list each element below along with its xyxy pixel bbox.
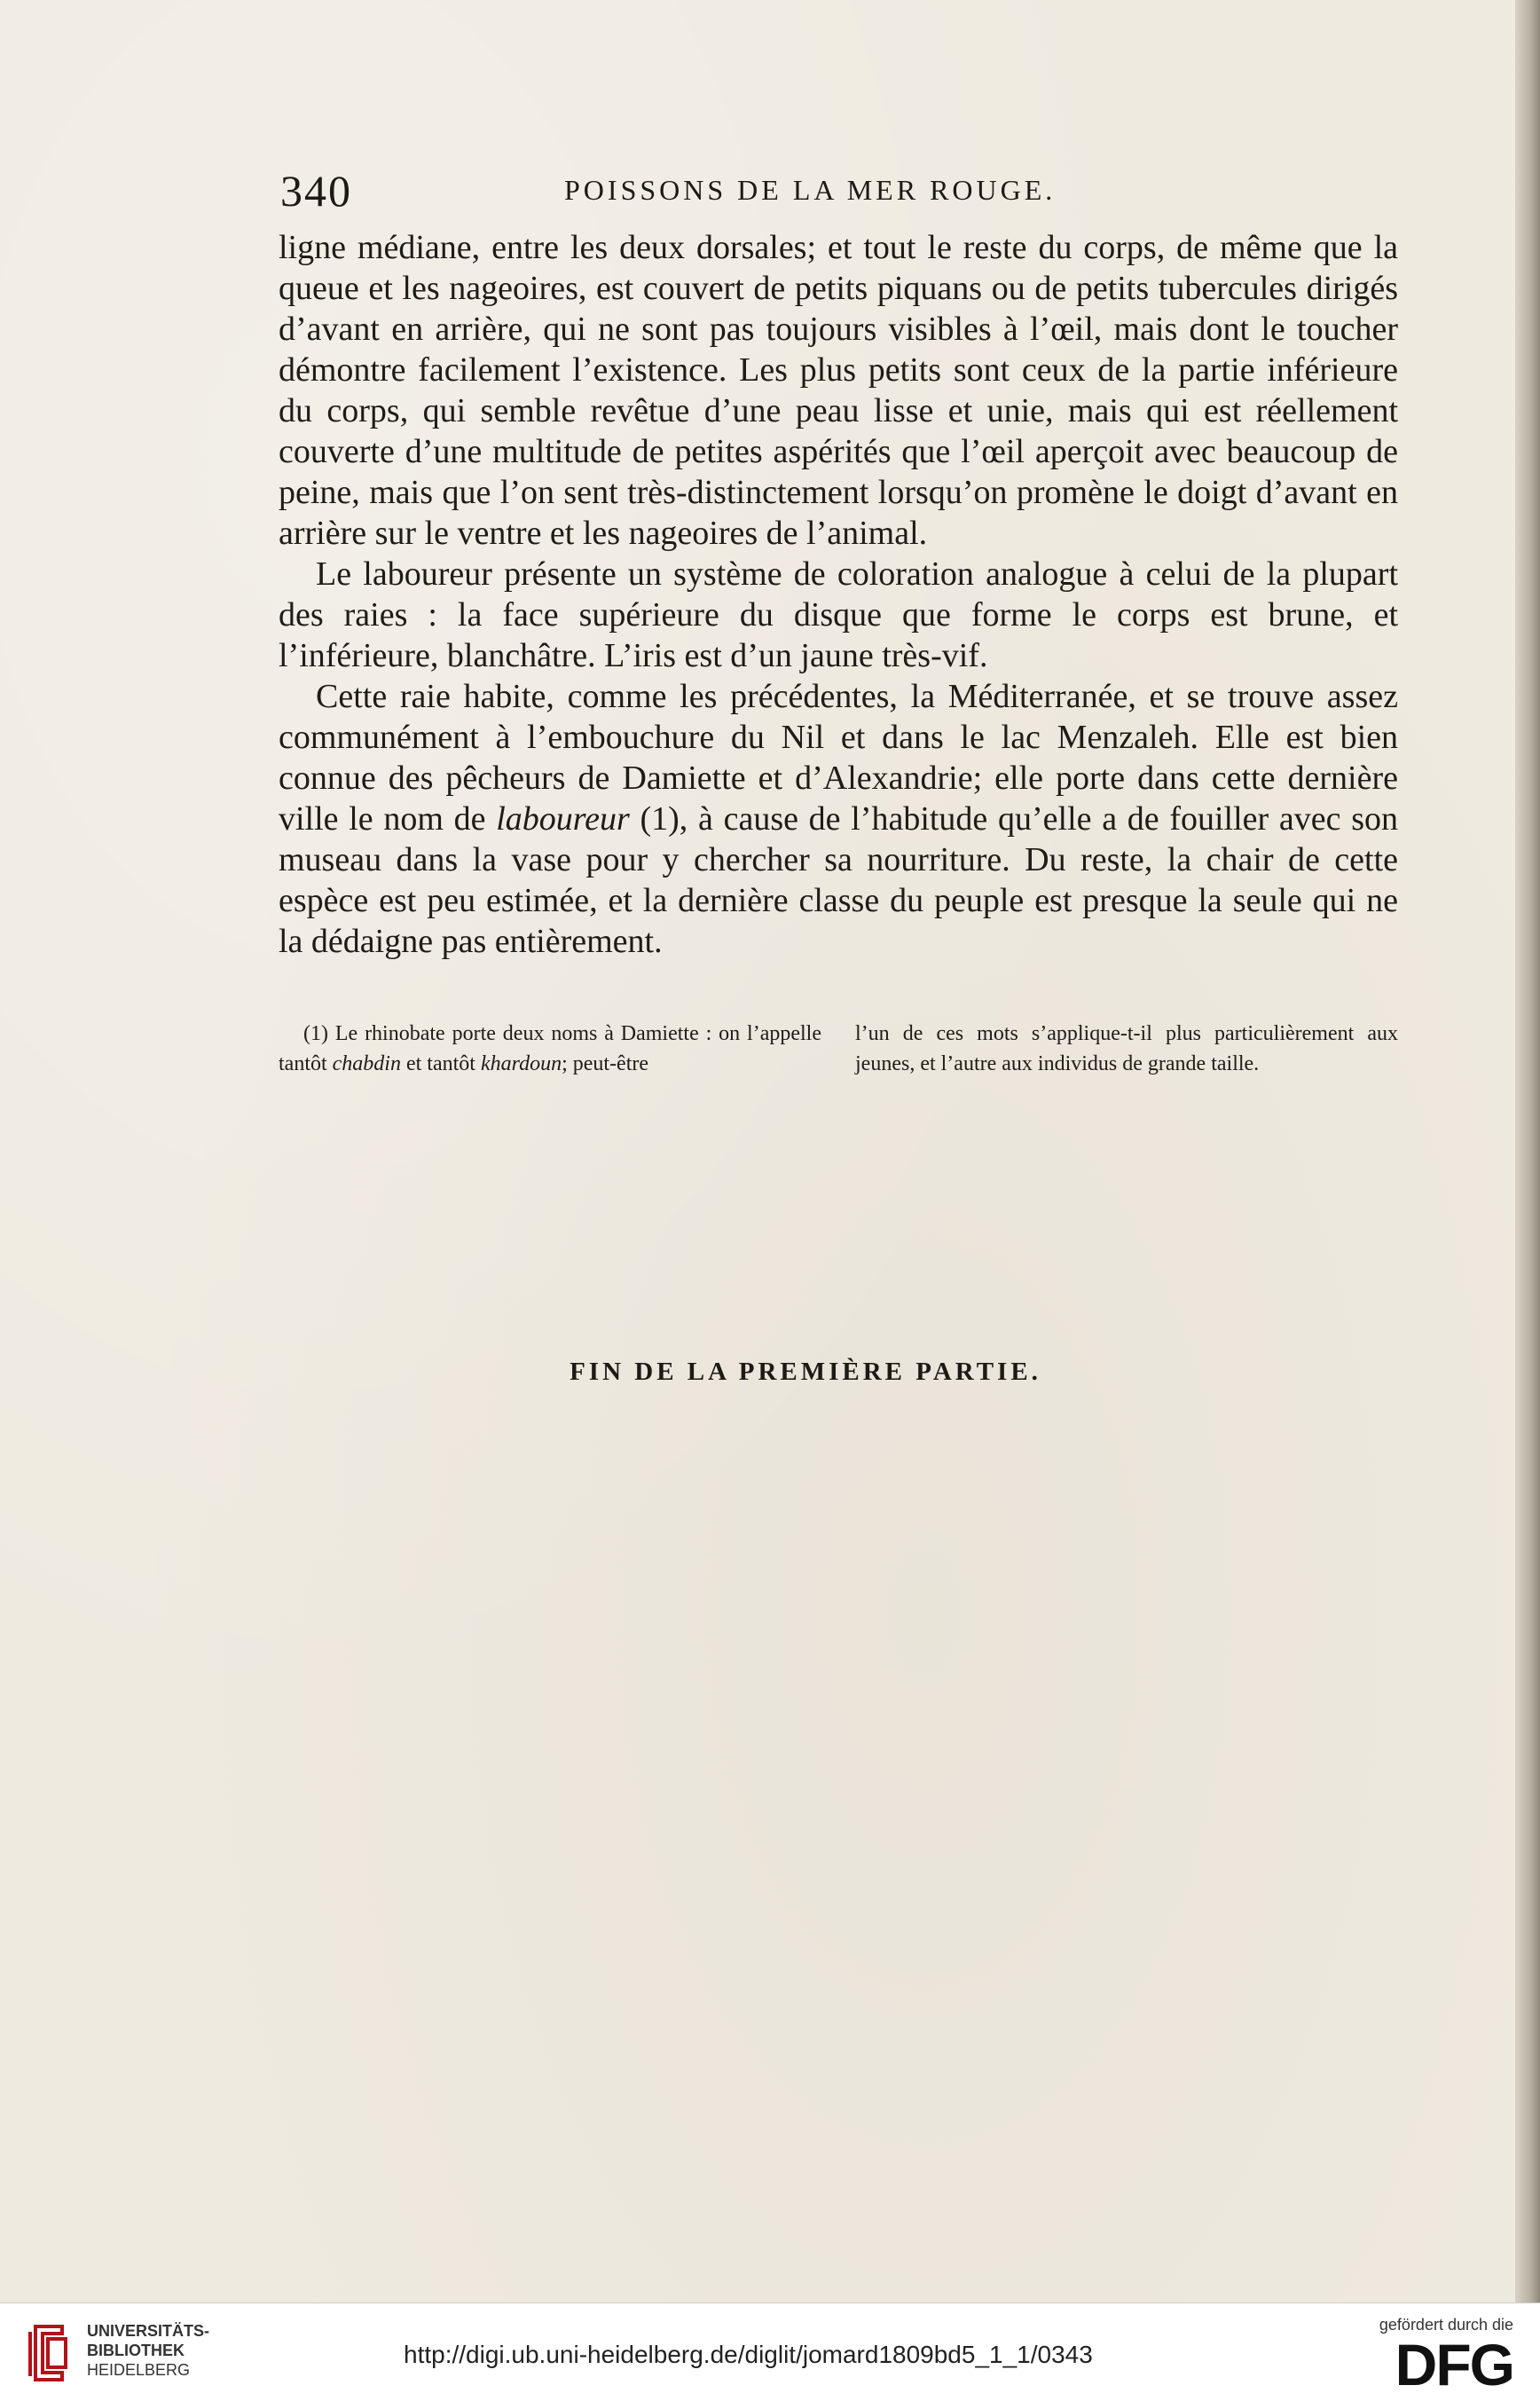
end-of-part-text: FIN DE LA PREMIÈRE PARTIE. xyxy=(570,1358,1041,1386)
paragraph-3-text-b: (1), à cause de l’habitude qu’elle a de fouiller avec son museau dans la vase pour y chercher sa nourriture. Du reste, la chair de cette espèce est peu estimée, et la dernière classe du peuple est presque la seule qui ne la dédaigne pas entièrement. xyxy=(279,800,1398,960)
institution-line-1: UNIVERSITÄTS- xyxy=(87,2322,210,2340)
page-number: 340 xyxy=(280,166,352,216)
institution-name xyxy=(87,2321,209,2380)
funded-by-label: gefördert durch die xyxy=(1379,2316,1513,2334)
running-title: POISSONS DE LA MER ROUGE. xyxy=(564,174,1057,206)
page-edge xyxy=(1515,0,1540,2303)
permalink-url[interactable]: http://digi.ub.uni-heidelberg.de/diglit/jomard1809bd5_1_1/0343 xyxy=(404,2341,1093,2368)
term-laboureur: laboureur xyxy=(496,800,630,838)
end-of-part-heading xyxy=(0,1358,1540,1387)
footnote-text-a: (1) Le rhinobate porte deux noms à Damiette : on l’appelle tantôt xyxy=(279,1022,821,1075)
footnote-text-c: ; peut-être xyxy=(562,1052,649,1075)
dfg-logo: DFG xyxy=(1395,2332,1513,2397)
paragraph-2: Le laboureur présente un système de coloration analogue à celui de la plupart des raies : la face supérieure du disque que forme le corps est brune, et l’inférieure, blanchâtre. L’iris est d’un jaune très-vif. xyxy=(279,555,1398,674)
term-chabdin: chabdin xyxy=(332,1052,401,1075)
footnote-text-b: et tantôt xyxy=(400,1052,481,1075)
paragraph-3-text-a: Cette raie habite, comme les précédentes, la Méditerranée, et se trouve assez communément à l’embouchure du Nil et dans le lac Menzaleh. Elle est bien connue des pêcheurs de Damiette et d’Alexandrie; elle porte dans cette dernière ville le nom de xyxy=(279,678,1398,838)
institution-line-2: BIBLIOTHEK xyxy=(87,2342,185,2359)
page-header xyxy=(280,165,1395,218)
footnote xyxy=(279,1019,1398,1079)
university-library-logo-icon xyxy=(27,2323,71,2383)
library-footer xyxy=(0,2303,1540,2401)
paragraph-1: ligne médiane, entre les deux dorsales; et tout le reste du corps, de même que la queue et les nageoires, est couvert de petits piquans ou de petits tubercules dirigés d’avant en arrière, qui ne sont pas toujours visibles à l’œil, mais dont le toucher démontre facilement l’existence. Les plus petits sont ceux de la partie inférieure du corps, qui semble revêtue d’une peau lisse et unie, mais qui est réellement couverte d’une multitude de petites aspérités que l’œil aperçoit avec beaucoup de peine, mais que l’on sent très-distinctement lorsqu’on promène le doigt d’avant en arrière sur le ventre et les nageoires de l’animal. xyxy=(279,229,1398,552)
term-khardoun: khardoun xyxy=(480,1052,562,1075)
body-text xyxy=(279,227,1398,962)
footnote-left-column xyxy=(279,1019,821,1079)
footnote-right-column: l’un de ces mots s’applique-t-il plus particulièrement aux jeunes, et l’autre aux individus de grande taille. xyxy=(855,1022,1398,1075)
paragraph-3 xyxy=(279,676,1398,962)
institution-line-3: HEIDELBERG xyxy=(87,2361,191,2379)
